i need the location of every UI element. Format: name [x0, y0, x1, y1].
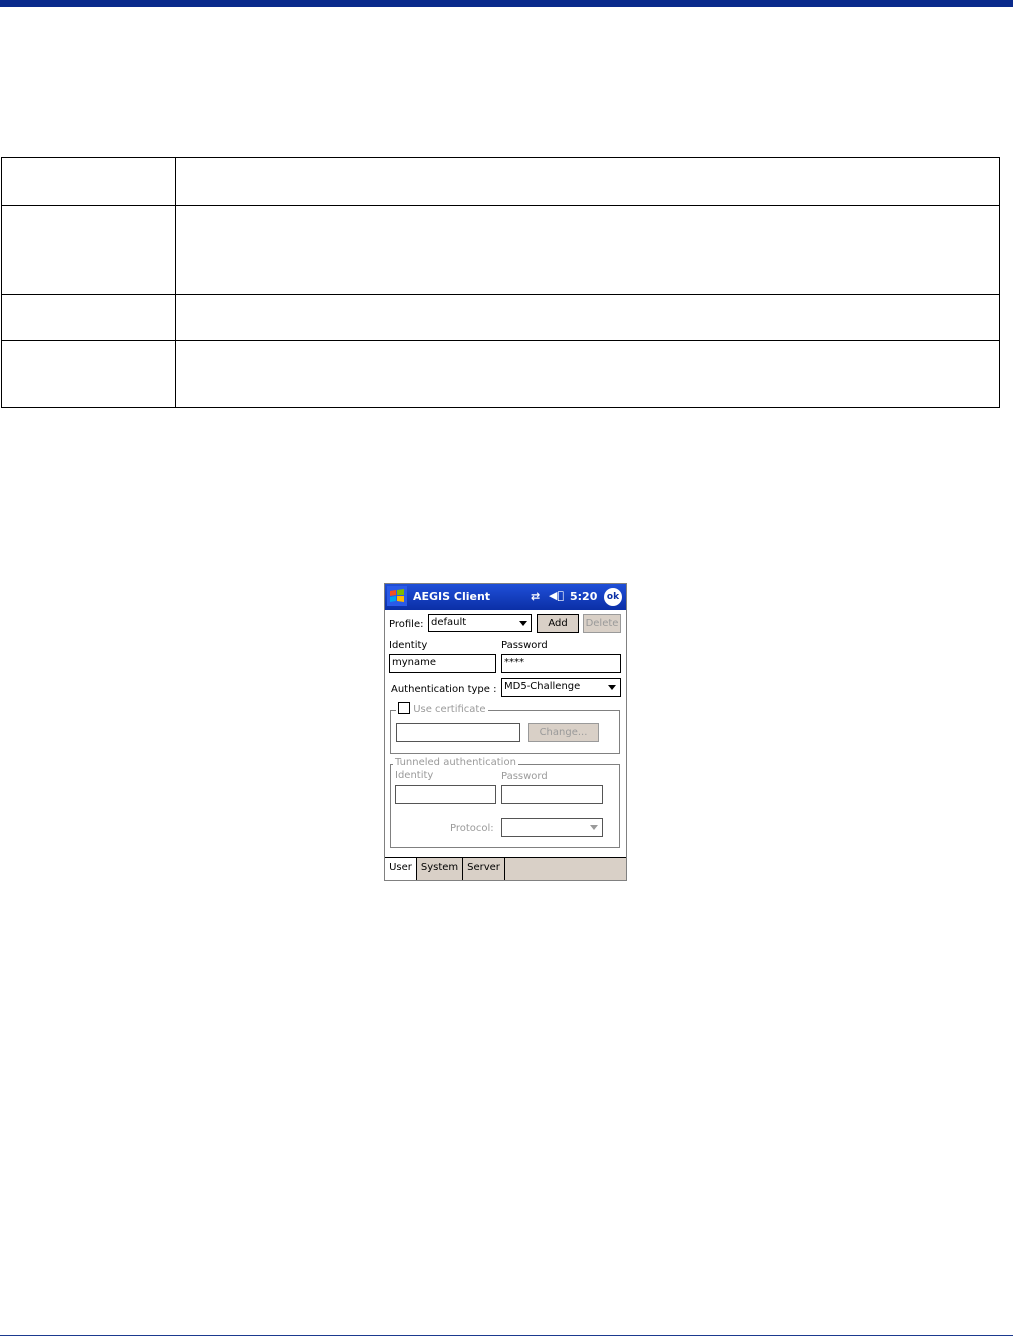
- auth-type-dropdown[interactable]: [501, 678, 621, 697]
- profile-value: default: [431, 617, 467, 628]
- use-certificate-checkbox[interactable]: [398, 702, 410, 714]
- speaker-icon[interactable]: ◀ﾞ: [549, 589, 565, 602]
- auth-type-value: MD5-Challenge: [504, 681, 581, 692]
- profile-dropdown[interactable]: [428, 614, 532, 632]
- tunneled-identity-label: Identity: [395, 770, 434, 781]
- certificate-group-legend: [396, 703, 488, 715]
- identity-label: Identity: [389, 640, 428, 651]
- chevron-down-icon: [519, 621, 527, 626]
- tunneled-auth-legend: Tunneled authentication: [395, 757, 516, 768]
- protocol-label: Protocol:: [450, 823, 494, 834]
- ok-button[interactable]: ok: [604, 588, 622, 606]
- chevron-down-icon: [590, 825, 598, 830]
- app-title: AEGIS Client: [413, 590, 491, 603]
- document-table: [1, 157, 1000, 408]
- tunneled-password-label: Password: [501, 771, 548, 782]
- chevron-down-icon: [608, 685, 616, 690]
- title-bar: [385, 584, 626, 610]
- table-row-divider: [2, 294, 999, 295]
- password-field[interactable]: ****: [501, 654, 621, 673]
- profile-label: Profile:: [389, 619, 424, 630]
- connectivity-icon[interactable]: ⇄: [531, 590, 541, 603]
- clock[interactable]: 5:20: [570, 590, 598, 603]
- windows-start-icon[interactable]: [387, 586, 407, 606]
- change-button[interactable]: Change...: [528, 723, 599, 742]
- page-bottom-line: [0, 1335, 1013, 1336]
- tab-bar: [385, 857, 626, 881]
- table-row-divider: [2, 340, 999, 341]
- identity-field[interactable]: myname: [389, 654, 496, 673]
- tab-system[interactable]: System: [417, 858, 463, 880]
- tunneled-identity-field[interactable]: [395, 785, 496, 804]
- certificate-field[interactable]: [396, 723, 520, 742]
- tab-server[interactable]: Server: [463, 858, 505, 880]
- aegis-client-screenshot: [384, 583, 627, 881]
- use-certificate-label: Use certificate: [413, 704, 486, 715]
- protocol-dropdown[interactable]: [501, 818, 603, 837]
- page-top-bar: [0, 0, 1013, 7]
- table-row-divider: [2, 205, 999, 206]
- delete-button[interactable]: Delete: [583, 614, 621, 633]
- password-label: Password: [501, 640, 548, 651]
- auth-type-label: Authentication type :: [391, 684, 497, 695]
- tunneled-password-field[interactable]: [501, 785, 603, 804]
- tab-user[interactable]: User: [385, 858, 417, 880]
- table-column-divider: [175, 158, 176, 407]
- add-button[interactable]: Add: [537, 614, 579, 633]
